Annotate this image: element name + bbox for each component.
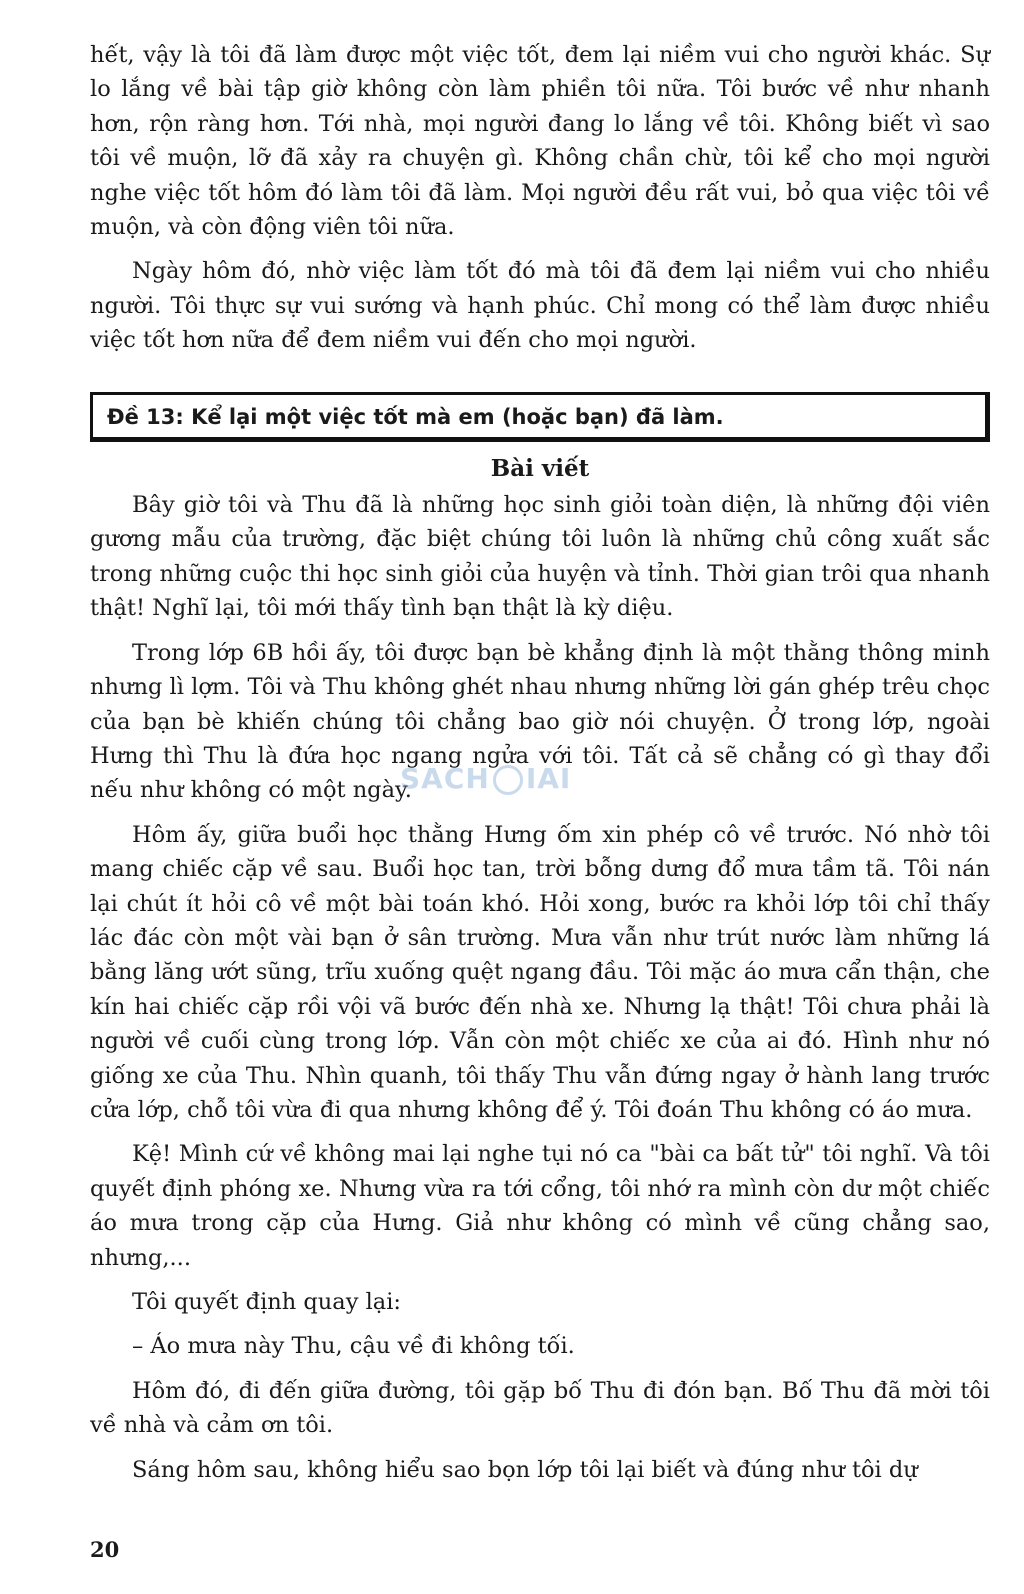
page-content bbox=[90, 38, 990, 1487]
paragraph: Kệ! Mình cứ về không mai lại nghe tụi nó ca "bài ca bất tử" tôi nghĩ. Và tôi quyết định phóng xe. Nhưng vừa ra tới cổng, tôi nhớ ra mình còn dư một chiếc áo mưa trong cặp của Hưng. Giả như không có mình về cũng chẳng sao, nhưng,... bbox=[90, 1141, 990, 1271]
paragraph: Tôi quyết định quay lại: bbox=[132, 1289, 401, 1315]
watermark-text-right: IAI bbox=[525, 762, 572, 795]
prompt-box: Đề 13: Kể lại một việc tốt mà em (hoặc bạn) đã làm. bbox=[90, 392, 990, 442]
paragraph: Ngày hôm đó, nhờ việc làm tốt đó mà tôi đã đem lại niềm vui cho nhiều người. Tôi thực sự vui sướng và hạnh phúc. Chỉ mong có thể làm được nhiều việc tốt hơn nữa để đem niềm vui đến cho mọi người. bbox=[90, 258, 990, 354]
paragraph: Trong lớp 6B hồi ấy, tôi được bạn bè khẳng định là một thằng thông minh nhưng lì lợm. Tôi và Thu không ghét nhau nhưng những lời gán ghép trêu chọc của bạn bè khiến chúng tôi chẳng bao giờ nói chuyện. Ở trong lớp, ngoài Hưng thì Thu là đứa học ngang ngửa với tôi. Tất cả sẽ chẳng có gì thay đổi nếu như không có một ngày. bbox=[90, 639, 990, 804]
paragraph: Hôm đó, đi đến giữa đường, tôi gặp bố Thu đi đón bạn. Bố Thu đã mời tôi về nhà và cảm ơn tôi. bbox=[90, 1377, 990, 1439]
watermark-text-left: SACH bbox=[400, 762, 490, 795]
paragraph: Bây giờ tôi và Thu đã là những học sinh giỏi toàn diện, là những đội viên gương mẫu của trường, đặc biệt chúng tôi luôn là những chủ công xuất sắc trong những cuộc thi học sinh giỏi của huyện và tỉnh. Thời gian trôi qua nhanh thật! Nghĩ lại, tôi mới thấy tình bạn thật là kỳ diệu. bbox=[90, 492, 990, 622]
paragraph: hết, vậy là tôi đã làm được một việc tốt, đem lại niềm vui cho người khác. Sự lo lắng về bài tập giờ không còn làm phiền tôi nữa. Tôi bước về như nhanh hơn, rộn ràng hơn. Tới nhà, mọi người đang lo lắng về tôi. Không biết vì sao tôi về muộn, lỡ đã xảy ra chuyện gì. Không chần chừ, tôi kể cho mọi người nghe việc tốt hôm đó làm tôi đã làm. Mọi người đều rất vui, bỏ qua việc tôi về muộn, và còn động viên tôi nữa. bbox=[90, 42, 990, 241]
paragraph: Hôm ấy, giữa buổi học thằng Hưng ốm xin phép cô về trước. Nó nhờ tôi mang chiếc cặp về sau. Buổi học tan, trời bỗng dưng đổ mưa tầm tã. Tôi nán lại chút ít hỏi cô về một bài toán khó. Hỏi xong, bước ra khỏi lớp tôi chỉ thấy lác đác còn một vài bạn ở sân trường. Mưa vẫn như trút nước làm những lá bằng lăng ướt sũng, trĩu xuống quệt ngang đầu. Tôi mặc áo mưa cẩn thận, che kín hai chiếc cặp rồi vội vã bước đến nhà xe. Nhưng lạ thật! Tôi chưa phải là người về cuối cùng trong lớp. Vẫn còn một chiếc xe của ai đó. Hình như nó giống xe của Thu. Nhìn quanh, tôi thấy Thu vẫn đứng ngay ở hành lang trước cửa lớp, chỗ tôi vừa đi qua nhưng không để ý. Tôi đoán Thu không có áo mưa. bbox=[90, 821, 990, 1123]
section-spacer bbox=[90, 368, 990, 392]
page-number: 20 bbox=[90, 1537, 120, 1562]
section-heading: Bài viết bbox=[490, 454, 590, 482]
paragraph: Sáng hôm sau, không hiểu sao bọn lớp tôi lại biết và đúng như tôi dự bbox=[132, 1456, 918, 1483]
dialogue-line: – Áo mưa này Thu, cậu về đi không tối. bbox=[132, 1333, 575, 1360]
